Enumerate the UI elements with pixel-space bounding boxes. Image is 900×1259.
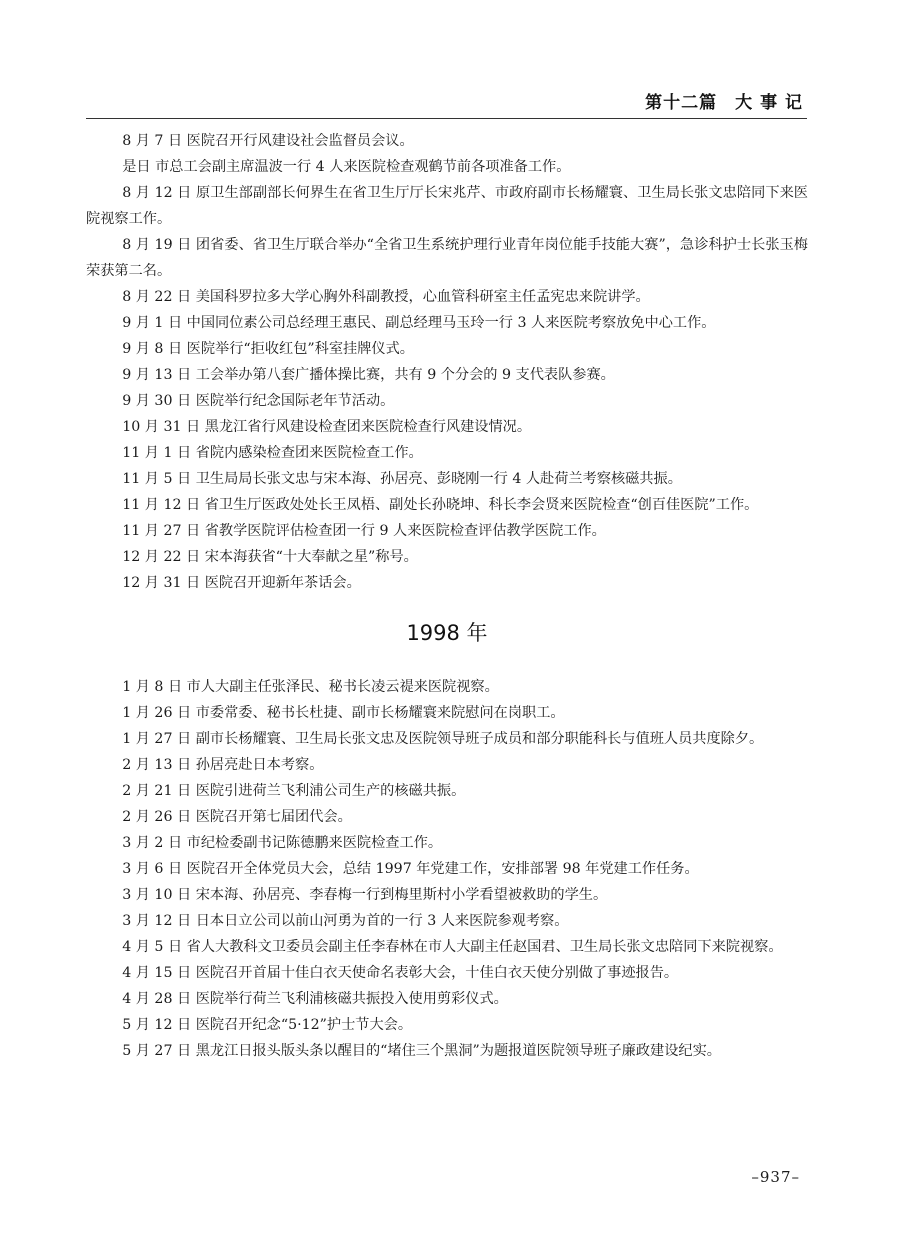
- chronicle-entry: 8 月 19 日 团省委、省卫生厅联合举办“全省卫生系统护理行业青年岗位能手技能大赛”，急诊科护士长张玉梅荣获第二名。: [86, 237, 808, 279]
- chronicle-entry: 12 月 22 日 宋本海获省“十大奉献之星”称号。: [122, 549, 418, 565]
- chronicle-entry: 8 月 22 日 美国科罗拉多大学心胸外科副教授，心血管科研室主任孟宪忠来院讲学。: [122, 289, 650, 305]
- page-header: [86, 84, 807, 119]
- chronicle-entry: 10 月 31 日 黑龙江省行风建设检查团来医院检查行风建设情况。: [122, 419, 532, 435]
- chronicle-entry: 4 月 5 日 省人大教科文卫委员会副主任李春林在市人大副主任赵国君、卫生局长张文忠陪同下来院视察。: [122, 939, 783, 955]
- chronicle-entry: 1 月 8 日 市人大副主任张泽民、秘书长凌云禔来医院视察。: [122, 679, 499, 695]
- chronicle-entry: 9 月 13 日 工会举办第八套广播体操比赛，共有 9 个分会的 9 支代表队参赛。: [122, 367, 615, 383]
- year-heading: 1998 年: [406, 621, 488, 645]
- page-content: [86, 128, 808, 1064]
- chronicle-entry: 3 月 12 日 日本日立公司以前山河勇为首的一行 3 人来医院参观考察。: [122, 913, 569, 929]
- chronicle-entry: 11 月 12 日 省卫生厅医政处处长王凤梧、副处长孙晓坤、科长李会贤来医院检查“创百佳医院”工作。: [122, 497, 759, 513]
- entries-1998: [86, 674, 808, 1064]
- chronicle-entry: 9 月 8 日 医院举行“拒收红包”科室挂牌仪式。: [122, 341, 414, 357]
- chronicle-entry: 5 月 27 日 黑龙江日报头版头条以醒目的“堵住三个黑洞”为题报道医院领导班子廉政建设纪实。: [122, 1043, 721, 1059]
- chronicle-entry: 9 月 1 日 中国同位素公司总经理王惠民、副总经理马玉玲一行 3 人来医院考察放免中心工作。: [122, 315, 716, 331]
- chronicle-entry: 8 月 7 日 医院召开行风建设社会监督员会议。: [122, 133, 414, 149]
- chronicle-entry: 8 月 12 日 原卫生部副部长何界生在省卫生厅厅长宋兆芹、市政府副市长杨耀寰、卫生局长张文忠陪同下来医院视察工作。: [86, 185, 808, 227]
- chronicle-entry: 1 月 27 日 副市长杨耀寰、卫生局长张文忠及医院领导班子成员和部分职能科长与值班人员共度除夕。: [122, 731, 764, 747]
- chronicle-entry: 1 月 26 日 市委常委、秘书长杜捷、副市长杨耀寰来院慰问在岗职工。: [122, 705, 565, 721]
- chronicle-entry: 11 月 27 日 省教学医院评估检查团一行 9 人来医院检查评估教学医院工作。: [122, 523, 606, 539]
- chronicle-entry: 3 月 6 日 医院召开全体党员大会，总结 1997 年党建工作，安排部署 98 年党建工作任务。: [122, 861, 699, 877]
- chronicle-entry: 2 月 21 日 医院引进荷兰飞利浦公司生产的核磁共振。: [122, 783, 466, 799]
- chronicle-entry: 4 月 28 日 医院举行荷兰飞利浦核磁共振投入使用剪彩仪式。: [122, 991, 508, 1007]
- chronicle-entry: 5 月 12 日 医院召开纪念“5·12”护士节大会。: [122, 1017, 413, 1033]
- chronicle-entry: 3 月 2 日 市纪检委副书记陈德鹏来医院检查工作。: [122, 835, 443, 851]
- chronicle-entry: 9 月 30 日 医院举行纪念国际老年节活动。: [122, 393, 395, 409]
- chronicle-entry: 11 月 1 日 省院内感染检查团来医院检查工作。: [122, 445, 423, 461]
- page-number: –937–: [751, 1168, 800, 1186]
- chronicle-entry: 3 月 10 日 宋本海、孙居亮、李春梅一行到梅里斯村小学看望被救助的学生。: [122, 887, 608, 903]
- chronicle-entry: 2 月 13 日 孙居亮赴日本考察。: [122, 757, 324, 773]
- entries-1997: [86, 128, 808, 596]
- chronicle-entry: 是日 市总工会副主席温波一行 4 人来医院检查观鹤节前各项准备工作。: [122, 159, 571, 175]
- chronicle-entry: 11 月 5 日 卫生局局长张文忠与宋本海、孙居亮、彭晓刚一行 4 人赴荷兰考察核磁共振。: [122, 471, 682, 487]
- chronicle-entry: 2 月 26 日 医院召开第七届团代会。: [122, 809, 352, 825]
- chronicle-entry: 12 月 31 日 医院召开迎新年茶话会。: [122, 575, 361, 591]
- chronicle-entry: 4 月 15 日 医院召开首届十佳白衣天使命名表彰大会，十佳白衣天使分别做了事迹报告。: [122, 965, 679, 981]
- chapter-title: 第十二篇 大 事 记: [645, 93, 803, 113]
